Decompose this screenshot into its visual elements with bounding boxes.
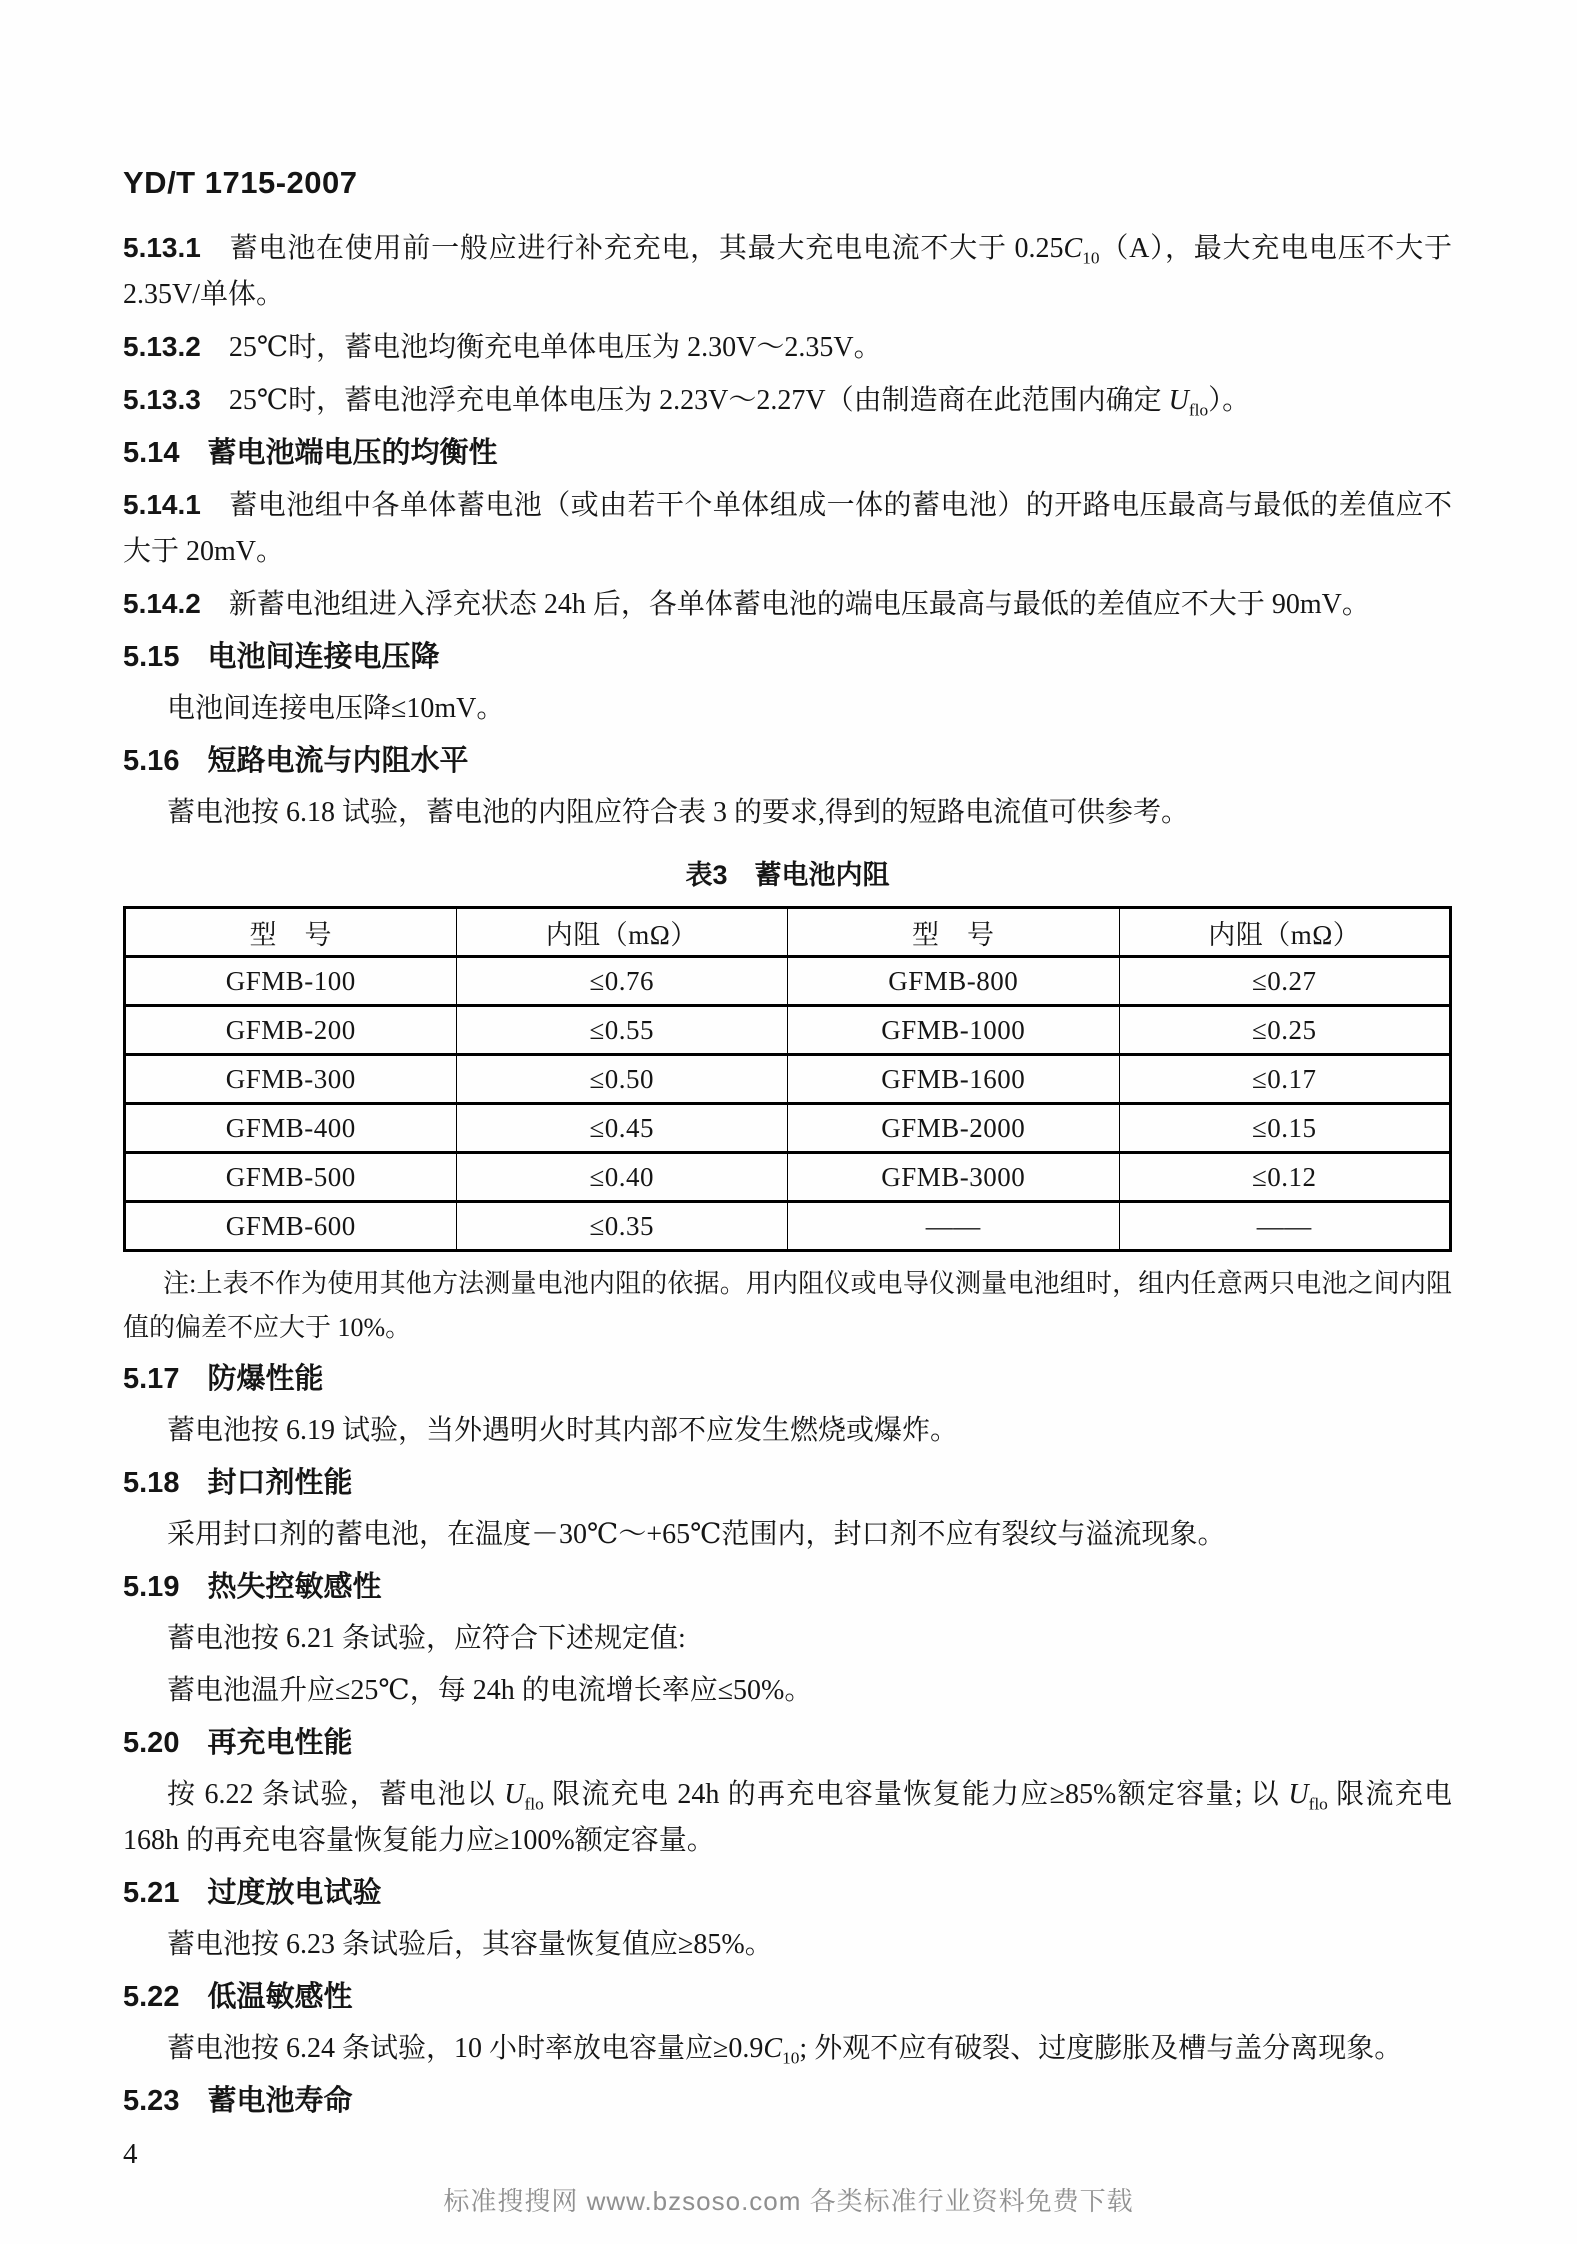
battery-internal-resistance-table — [123, 906, 1452, 1252]
table-header-cell: 内阻（mΩ） — [1119, 908, 1451, 957]
paragraph — [123, 1668, 1452, 1714]
clause-5.13.1 — [123, 225, 1452, 318]
text-segment: 10 — [782, 2048, 800, 2068]
section-heading-5.14 — [123, 430, 1452, 476]
standard-code: YD/T 1715-2007 — [123, 165, 358, 200]
text-segment: 限流充电 168h 的再充电容量恢复能力应≥100%额定容量。 — [123, 1779, 1452, 1856]
text-segment: 蓄电池按 6.19 试验，当外遇明火时其内部不应发生燃烧或爆炸。 — [167, 1415, 959, 1446]
table-cell: —— — [788, 1202, 1120, 1251]
text-segment: U — [1168, 385, 1189, 416]
text-segment: 注:上表不作为使用其他方法测量电池内阻的依据。用内阻仪或电导仪测量电池组时，组内任意两只电池之间内阻值的偏差不应大于 10%。 — [123, 1269, 1452, 1342]
heading-title: 封口剂性能 — [207, 1467, 353, 1499]
table-cell: GFMB-1000 — [788, 1006, 1120, 1055]
text-segment: （A），最大充电电压不大于 2.35V/单体。 — [123, 233, 1452, 310]
clause-number: 5.18 — [123, 1467, 180, 1499]
section-heading-5.22 — [123, 1974, 1452, 2020]
text-segment: ; 外观不应有破裂、过度膨胀及槽与盖分离现象。 — [799, 2033, 1403, 2064]
text-segment: flo — [1188, 400, 1209, 420]
clause-number: 5.19 — [123, 1571, 180, 1603]
table-cell: GFMB-800 — [788, 957, 1120, 1006]
table-cell: GFMB-200 — [125, 1006, 457, 1055]
table-cell: ≤0.35 — [456, 1202, 788, 1251]
table-cell: GFMB-100 — [125, 957, 457, 1006]
table-header-cell: 内阻（mΩ） — [456, 908, 788, 957]
clause-5.13.2 — [123, 324, 1452, 371]
table-cell: ≤0.17 — [1119, 1055, 1451, 1104]
clause-number: 5.13.2 — [123, 331, 201, 362]
table-cell: ≤0.12 — [1119, 1153, 1451, 1202]
section-heading-5.16 — [123, 738, 1452, 784]
clause-5.14.1 — [123, 482, 1452, 575]
table-cell: ≤0.40 — [456, 1153, 788, 1202]
paragraph — [123, 790, 1452, 836]
text-segment: flo — [524, 1794, 544, 1814]
text-segment: 采用封口剂的蓄电池，在温度－30℃～+65℃范围内，封口剂不应有裂纹与溢流现象。 — [167, 1519, 1226, 1550]
paragraph — [123, 686, 1452, 732]
heading-title: 短路电流与内阻水平 — [207, 745, 469, 777]
text-segment: 25℃时，蓄电池浮充电单体电压为 2.23V～2.27V（由制造商在此范围内确定 — [228, 385, 1169, 416]
heading-title: 过度放电试验 — [207, 1877, 382, 1909]
clause-number: 5.21 — [123, 1877, 180, 1909]
clause-number: 5.14 — [123, 437, 180, 469]
document-content — [123, 225, 1452, 2124]
table-title: 表3 蓄电池内阻 — [685, 860, 890, 890]
table-cell: ≤0.76 — [456, 957, 788, 1006]
text-segment: U — [504, 1779, 525, 1810]
page-number: 4 — [123, 2138, 138, 2170]
table-cell: GFMB-1600 — [788, 1055, 1120, 1104]
clause-number: 5.13.1 — [123, 232, 201, 263]
clause-number: 5.15 — [123, 641, 180, 673]
table-cell: GFMB-300 — [125, 1055, 457, 1104]
text-segment: 新蓄电池组进入浮充状态 24h 后，各单体蓄电池的端电压最高与最低的差值应不大于 90mV。 — [228, 589, 1370, 620]
table-row — [125, 957, 1451, 1006]
clause-number: 5.13.3 — [123, 384, 201, 415]
table-cell: ≤0.45 — [456, 1104, 788, 1153]
text-segment: C — [763, 2033, 783, 2064]
section-heading-5.20 — [123, 1720, 1452, 1766]
section-heading-5.15 — [123, 634, 1452, 680]
text-segment: 10 — [1082, 248, 1100, 268]
clause-number: 5.17 — [123, 1363, 180, 1395]
text-segment: 电池间连接电压降≤10mV。 — [167, 693, 505, 724]
clause-number: 5.14.1 — [123, 489, 201, 520]
text-segment: 蓄电池温升应≤25℃，每 24h 的电流增长率应≤50%。 — [167, 1675, 813, 1706]
table-row — [125, 1202, 1451, 1251]
text-segment: 蓄电池按 6.24 条试验，10 小时率放电容量应≥0.9 — [167, 2033, 764, 2064]
table-cell: GFMB-3000 — [788, 1153, 1120, 1202]
heading-title: 再充电性能 — [207, 1727, 353, 1759]
text-segment: U — [1288, 1779, 1309, 1810]
section-heading-5.21 — [123, 1870, 1452, 1916]
heading-title: 电池间连接电压降 — [207, 641, 440, 673]
heading-title: 热失控敏感性 — [207, 1571, 382, 1603]
text-segment: 蓄电池按 6.21 条试验，应符合下述规定值: — [167, 1623, 686, 1654]
text-segment: C — [1063, 233, 1083, 264]
clause-number: 5.22 — [123, 1981, 180, 2013]
table-cell: ≤0.15 — [1119, 1104, 1451, 1153]
paragraph — [123, 1616, 1452, 1662]
heading-title: 防爆性能 — [207, 1363, 324, 1395]
paragraph — [123, 1408, 1452, 1454]
section-heading-5.17 — [123, 1356, 1452, 1402]
clause-number: 5.23 — [123, 2085, 180, 2117]
paragraph — [123, 1512, 1452, 1558]
clause-number: 5.16 — [123, 745, 180, 777]
table-header-cell: 型 号 — [788, 908, 1120, 957]
text-segment: 蓄电池组中各单体蓄电池（或由若干个单体组成一体的蓄电池）的开路电压最高与最低的差值应不大于 20mV。 — [123, 490, 1452, 567]
section-heading-5.18 — [123, 1460, 1452, 1506]
heading-title: 蓄电池寿命 — [207, 2085, 353, 2117]
clause-5.14.2 — [123, 581, 1452, 628]
table-cell: GFMB-500 — [125, 1153, 457, 1202]
paragraph — [123, 1772, 1452, 1864]
table-note — [123, 1262, 1452, 1350]
heading-title: 蓄电池端电压的均衡性 — [207, 437, 498, 469]
text-segment: 限流充电 24h 的再充电容量恢复能力应≥85%额定容量; 以 — [543, 1779, 1289, 1810]
table-header-row — [125, 908, 1451, 957]
paragraph — [123, 1922, 1452, 1968]
heading-title: 低温敏感性 — [207, 1981, 353, 2013]
table-row — [125, 1153, 1451, 1202]
text-segment: 蓄电池按 6.23 条试验后，其容量恢复值应≥85%。 — [167, 1929, 773, 1960]
text-segment: flo — [1308, 1794, 1328, 1814]
table-cell: GFMB-400 — [125, 1104, 457, 1153]
section-heading-5.23 — [123, 2078, 1452, 2124]
table-row — [125, 1055, 1451, 1104]
table-row — [125, 1104, 1451, 1153]
text-segment: 蓄电池在使用前一般应进行补充充电，其最大充电电流不大于 0.25 — [228, 233, 1064, 264]
watermark-footer: 标准搜搜网 www.bzsoso.com 各类标准行业资料免费下载 — [443, 2186, 1134, 2216]
table-cell: —— — [1119, 1202, 1451, 1251]
table-cell: ≤0.25 — [1119, 1006, 1451, 1055]
paragraph — [123, 2026, 1452, 2072]
clause-number: 5.14.2 — [123, 588, 201, 619]
table-cell: ≤0.55 — [456, 1006, 788, 1055]
text-segment: 按 6.22 条试验，蓄电池以 — [167, 1779, 505, 1810]
table-cell: ≤0.50 — [456, 1055, 788, 1104]
table-cell: GFMB-600 — [125, 1202, 457, 1251]
text-segment: ）。 — [1208, 385, 1251, 416]
table-header-cell: 型 号 — [125, 908, 457, 957]
clause-number: 5.20 — [123, 1727, 180, 1759]
table-cell: GFMB-2000 — [788, 1104, 1120, 1153]
clause-5.13.3 — [123, 377, 1452, 424]
text-segment: 25℃时，蓄电池均衡充电单体电压为 2.30V～2.35V。 — [228, 332, 882, 363]
table-row — [125, 1006, 1451, 1055]
text-segment: 蓄电池按 6.18 试验，蓄电池的内阻应符合表 3 的要求,得到的短路电流值可供参考。 — [167, 797, 1190, 828]
table-cell: ≤0.27 — [1119, 957, 1451, 1006]
section-heading-5.19 — [123, 1564, 1452, 1610]
